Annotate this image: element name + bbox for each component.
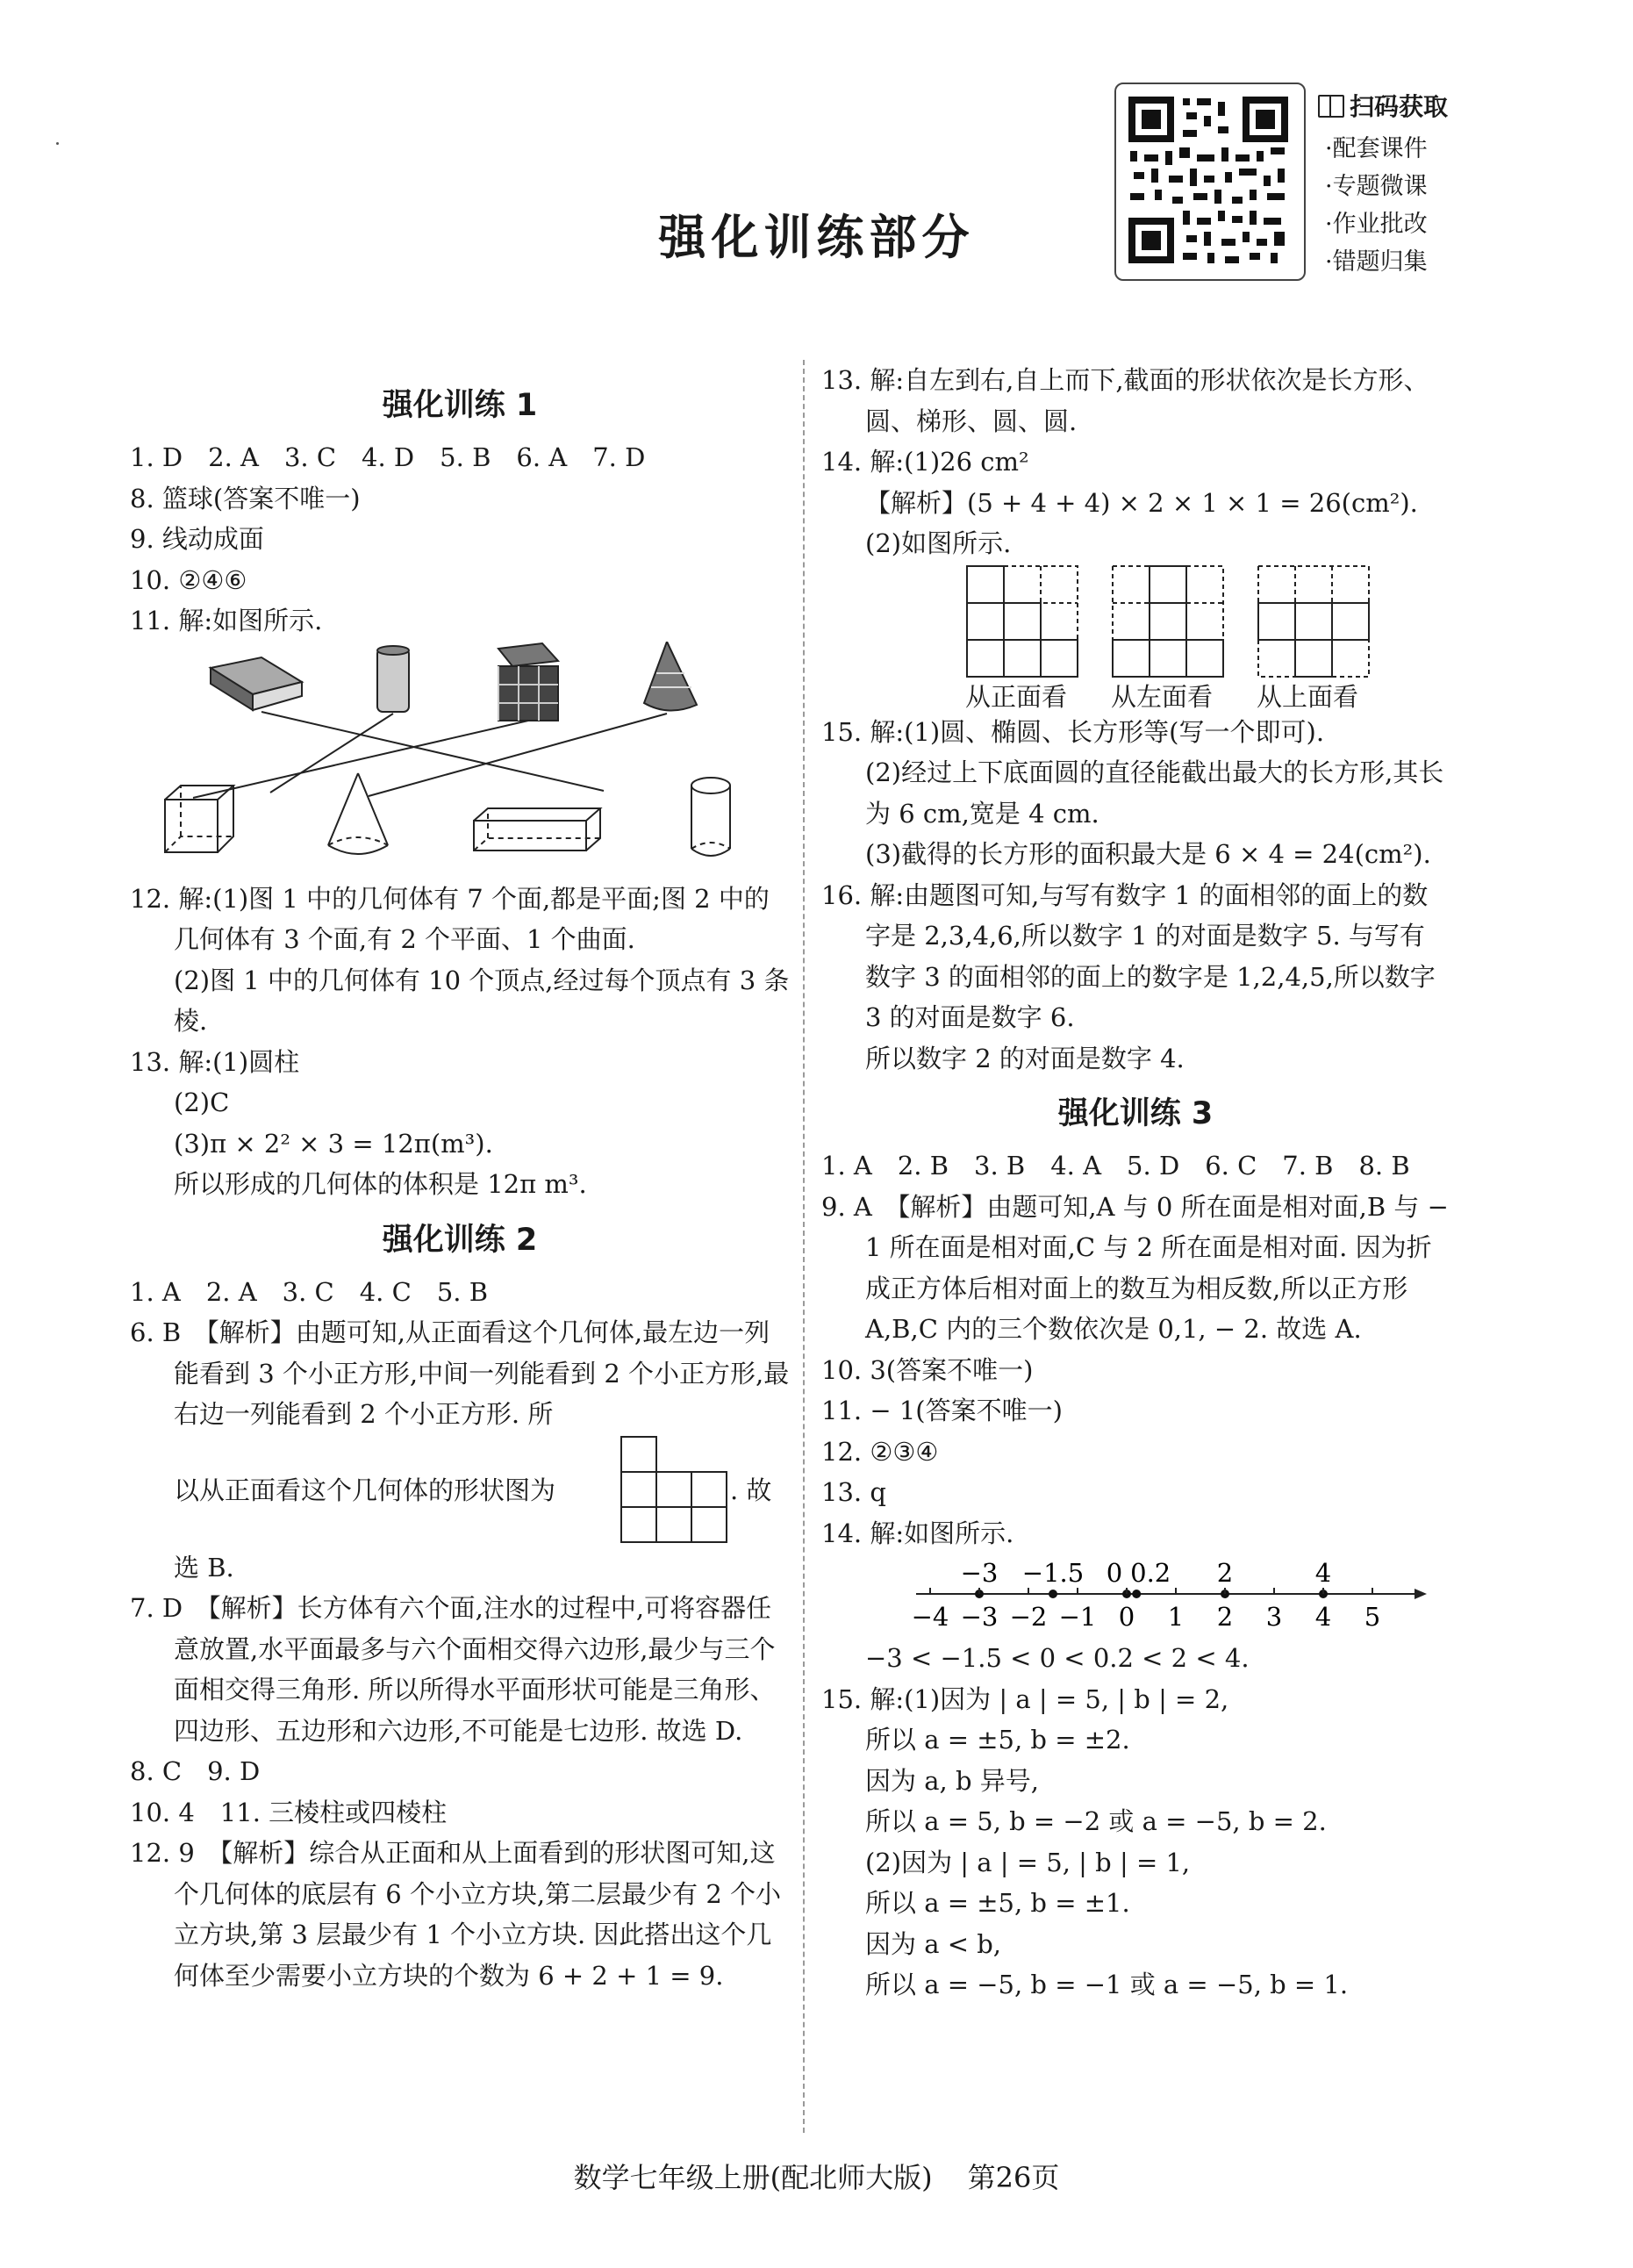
right-column [821,360,1450,2006]
answer-line: 11. − 1(答案不唯一) [821,1396,1063,1425]
number-line-tick-label: −3 [960,1602,999,1632]
number-line-point [1049,1590,1057,1598]
section-title: 强化训练 2 [382,1222,538,1258]
answer-line: 14. 解:(1)26 cm² [821,447,1029,477]
answer-line: 所以 a = −5, b = −1 或 a = −5, b = 1. [865,1970,1349,1999]
answer-line: 【解析】(5 + 4 + 4) × 2 × 1 × 1 = 26(cm²). [865,487,1418,518]
answer-line: 所以 a = ±5, b = ±1. [865,1888,1130,1918]
answer-line: 11. 解:如图所示. [130,606,323,635]
column-divider [803,360,806,2133]
left-view-figure [1111,564,1225,678]
number-line-tick-label: 4 [1314,1602,1332,1632]
answer-line: 8. C 9. D [130,1756,261,1786]
number-line-point-label: 4 [1314,1558,1332,1588]
answer-line: 因为 a, b 异号, [865,1765,1039,1796]
section-title: 强化训练 1 [382,388,538,423]
answer-line: (2)C [174,1087,230,1117]
answer-line: 12. ②③④ [821,1436,939,1467]
number-line-tick-label: 5 [1364,1602,1381,1632]
answer-line: (3)π × 2² × 3 = 12π(m³). [174,1128,493,1159]
qr-code-icon [1116,84,1300,276]
number-line-tick-label: −1 [1058,1602,1097,1632]
scan-title: 扫码获取 [1318,88,1448,123]
view-label: 从上面看 [1257,681,1359,712]
number-line-point-label: 0 [1106,1558,1123,1588]
number-line-tick-label: −2 [1009,1602,1048,1632]
number-line-point [1132,1590,1141,1598]
answer-paragraph: (2)图 1 中的几何体有 10 个顶点,经过每个顶点有 3 条棱. [174,965,790,1036]
number-line-point-label: −3 [960,1558,999,1588]
answer-paragraph: 9. A 【解析】由题可知,A 与 0 所在面是相对面,B 与 − 1 所在面是相对面,C 与 2 所在面是相对面. 因为折成正方体后相对面上的数互为相反数,所以正方形 A,B,C 内的三个数依次是 0,1, − 2. 故选 A. [821,1191,1449,1344]
page-title: 强化训练部分 [658,209,975,265]
number-line-tick-label: −4 [911,1602,949,1632]
answer-line: 10. ②④⑥ [130,564,247,595]
answer-line-with-figure [130,1435,790,1547]
number-line-point-label: 2 [1216,1558,1234,1588]
top-view-figure [1257,564,1371,678]
qr-code-box[interactable] [1114,83,1306,281]
number-line [821,1554,1450,1638]
answer-paragraph: (2)经过上下底面圆的直径能截出最大的长方形,其长为 6 cm,宽是 4 cm. [865,757,1444,829]
scan-item: ·作业批改 [1325,211,1428,238]
scan-item: ·专题微课 [1325,173,1428,200]
section-title: 强化训练 3 [1057,1096,1214,1131]
number-line-tick-label: 2 [1216,1602,1234,1632]
solid-matching-diagram [130,642,790,879]
answer-paragraph: 12. 9 【解析】综合从正面和从上面看到的形状图可知,这个几何体的底层有 6 个小立方块,第二层最少有 2 个小立方块,第 3 层最少有 1 个小立方块. 因此搭出这个几何体至少需要小立方块的个数为 6 + 2 + 1 = 9. [130,1838,781,1991]
answer-line: 所以数字 2 的对面是数字 4. [865,1043,1185,1073]
answer-line: 所以 a = 5, b = −2 或 a = −5, b = 2. [865,1806,1327,1836]
front-view-grid-figure [620,1435,730,1547]
number-line-point-label: −1.5 [1021,1558,1085,1588]
number-line-tick-label: 0 [1118,1602,1135,1632]
book-title: 数学七年级上册(配北师大版) [573,2161,933,2194]
answer-line: (2)如图所示. [865,528,1012,558]
answer-text: . 故 [730,1475,772,1505]
view-label: 从正面看 [965,681,1068,712]
answer-line: 选 B. [174,1552,234,1583]
three-views-figure [821,564,1450,712]
answer-line: 10. 3(答案不唯一) [821,1354,1034,1385]
left-column [130,372,790,1996]
answer-paragraph: 13. 解:自左到右,自上而下,截面的形状依次是长方形、圆、梯形、圆、圆. [821,365,1429,436]
front-view-figure [965,564,1079,678]
answer-line: 1. A 2. B 3. B 4. A 5. D 6. C 7. B 8. B [821,1151,1410,1181]
answer-line: 14. 解:如图所示. [821,1518,1014,1548]
answer-line: 9. 线动成面 [130,524,264,554]
answer-line: −3 < −1.5 < 0 < 0.2 < 2 < 4. [865,1643,1250,1673]
view-label: 从左面看 [1111,681,1214,712]
scan-book-icon [1318,95,1344,118]
answer-line: 15. 解:(1)圆、椭圆、长方形等(写一个即可). [821,716,1325,747]
answer-line: 10. 4 11. 三棱柱或四棱柱 [130,1797,448,1827]
scan-item: ·配套课件 [1325,135,1428,162]
answer-line: 所以形成的几何体的体积是 12π m³. [174,1169,587,1199]
answer-line: 因为 a < b, [865,1928,1002,1959]
answer-text: 以从正面看这个几何体的形状图为 [174,1475,556,1505]
scan-feature-list [1325,130,1428,281]
page-footer [0,2156,1633,2196]
number-line-tick-label: 1 [1167,1602,1185,1632]
number-line-figure [821,1554,1450,1638]
scan-item: ·错题归集 [1325,248,1428,276]
answer-line: 8. 篮球(答案不唯一) [130,483,361,513]
number-line-point-label: 0.2 [1130,1558,1171,1588]
answer-line: 1. A 2. A 3. C 4. C 5. B [130,1276,489,1307]
answer-line: 所以 a = ±5, b = ±2. [865,1725,1130,1755]
answer-line: 15. 解:(1)因为 | a | = 5, | b | = 2, [821,1683,1229,1714]
matching-figure [130,642,790,879]
answer-line: 13. 解:(1)圆柱 [130,1046,300,1077]
speck [56,142,59,145]
number-line-arrow [1415,1589,1427,1599]
answer-paragraph: 16. 解:由题图可知,与写有数字 1 的面相邻的面上的数字是 2,3,4,6,所以数字 1 的对面是数字 5. 与写有数字 3 的面相邻的面上的数字是 1,2,4,5,所以数字 3 的对面是数字 6. [821,879,1436,1032]
answer-paragraph: 6. B 【解析】由题可知,从正面看这个几何体,最左边一列能看到 3 个小正方形,中间一列能看到 2 个小正方形,最右边一列能看到 2 个小正方形. 所 [130,1317,790,1429]
page-number: 第26页 [967,2161,1060,2194]
answer-paragraph: 12. 解:(1)图 1 中的几何体有 7 个面,都是平面;图 2 中的几何体有 3 个面,有 2 个平面、1 个曲面. [130,883,770,954]
answer-line: 1. D 2. A 3. C 4. D 5. B 6. A 7. D [130,442,646,472]
answer-line: (2)因为 | a | = 5, | b | = 1, [865,1847,1191,1877]
answer-paragraph: (3)截得的长方形的面积最大是 6 × 4 = 24(cm²). [865,839,1431,869]
answer-paragraph: 7. D 【解析】长方体有六个面,注水的过程中,可将容器任意放置,水平面最多与六个面相交得六边形,最少与三个面相交得三角形. 所以所得水平面形状可能是三角形、四边形、五边形和六边形,不可能是七边形. 故选 D. [130,1593,776,1746]
number-line-tick-label: 3 [1265,1602,1283,1632]
answer-line: 13. q [821,1477,886,1507]
